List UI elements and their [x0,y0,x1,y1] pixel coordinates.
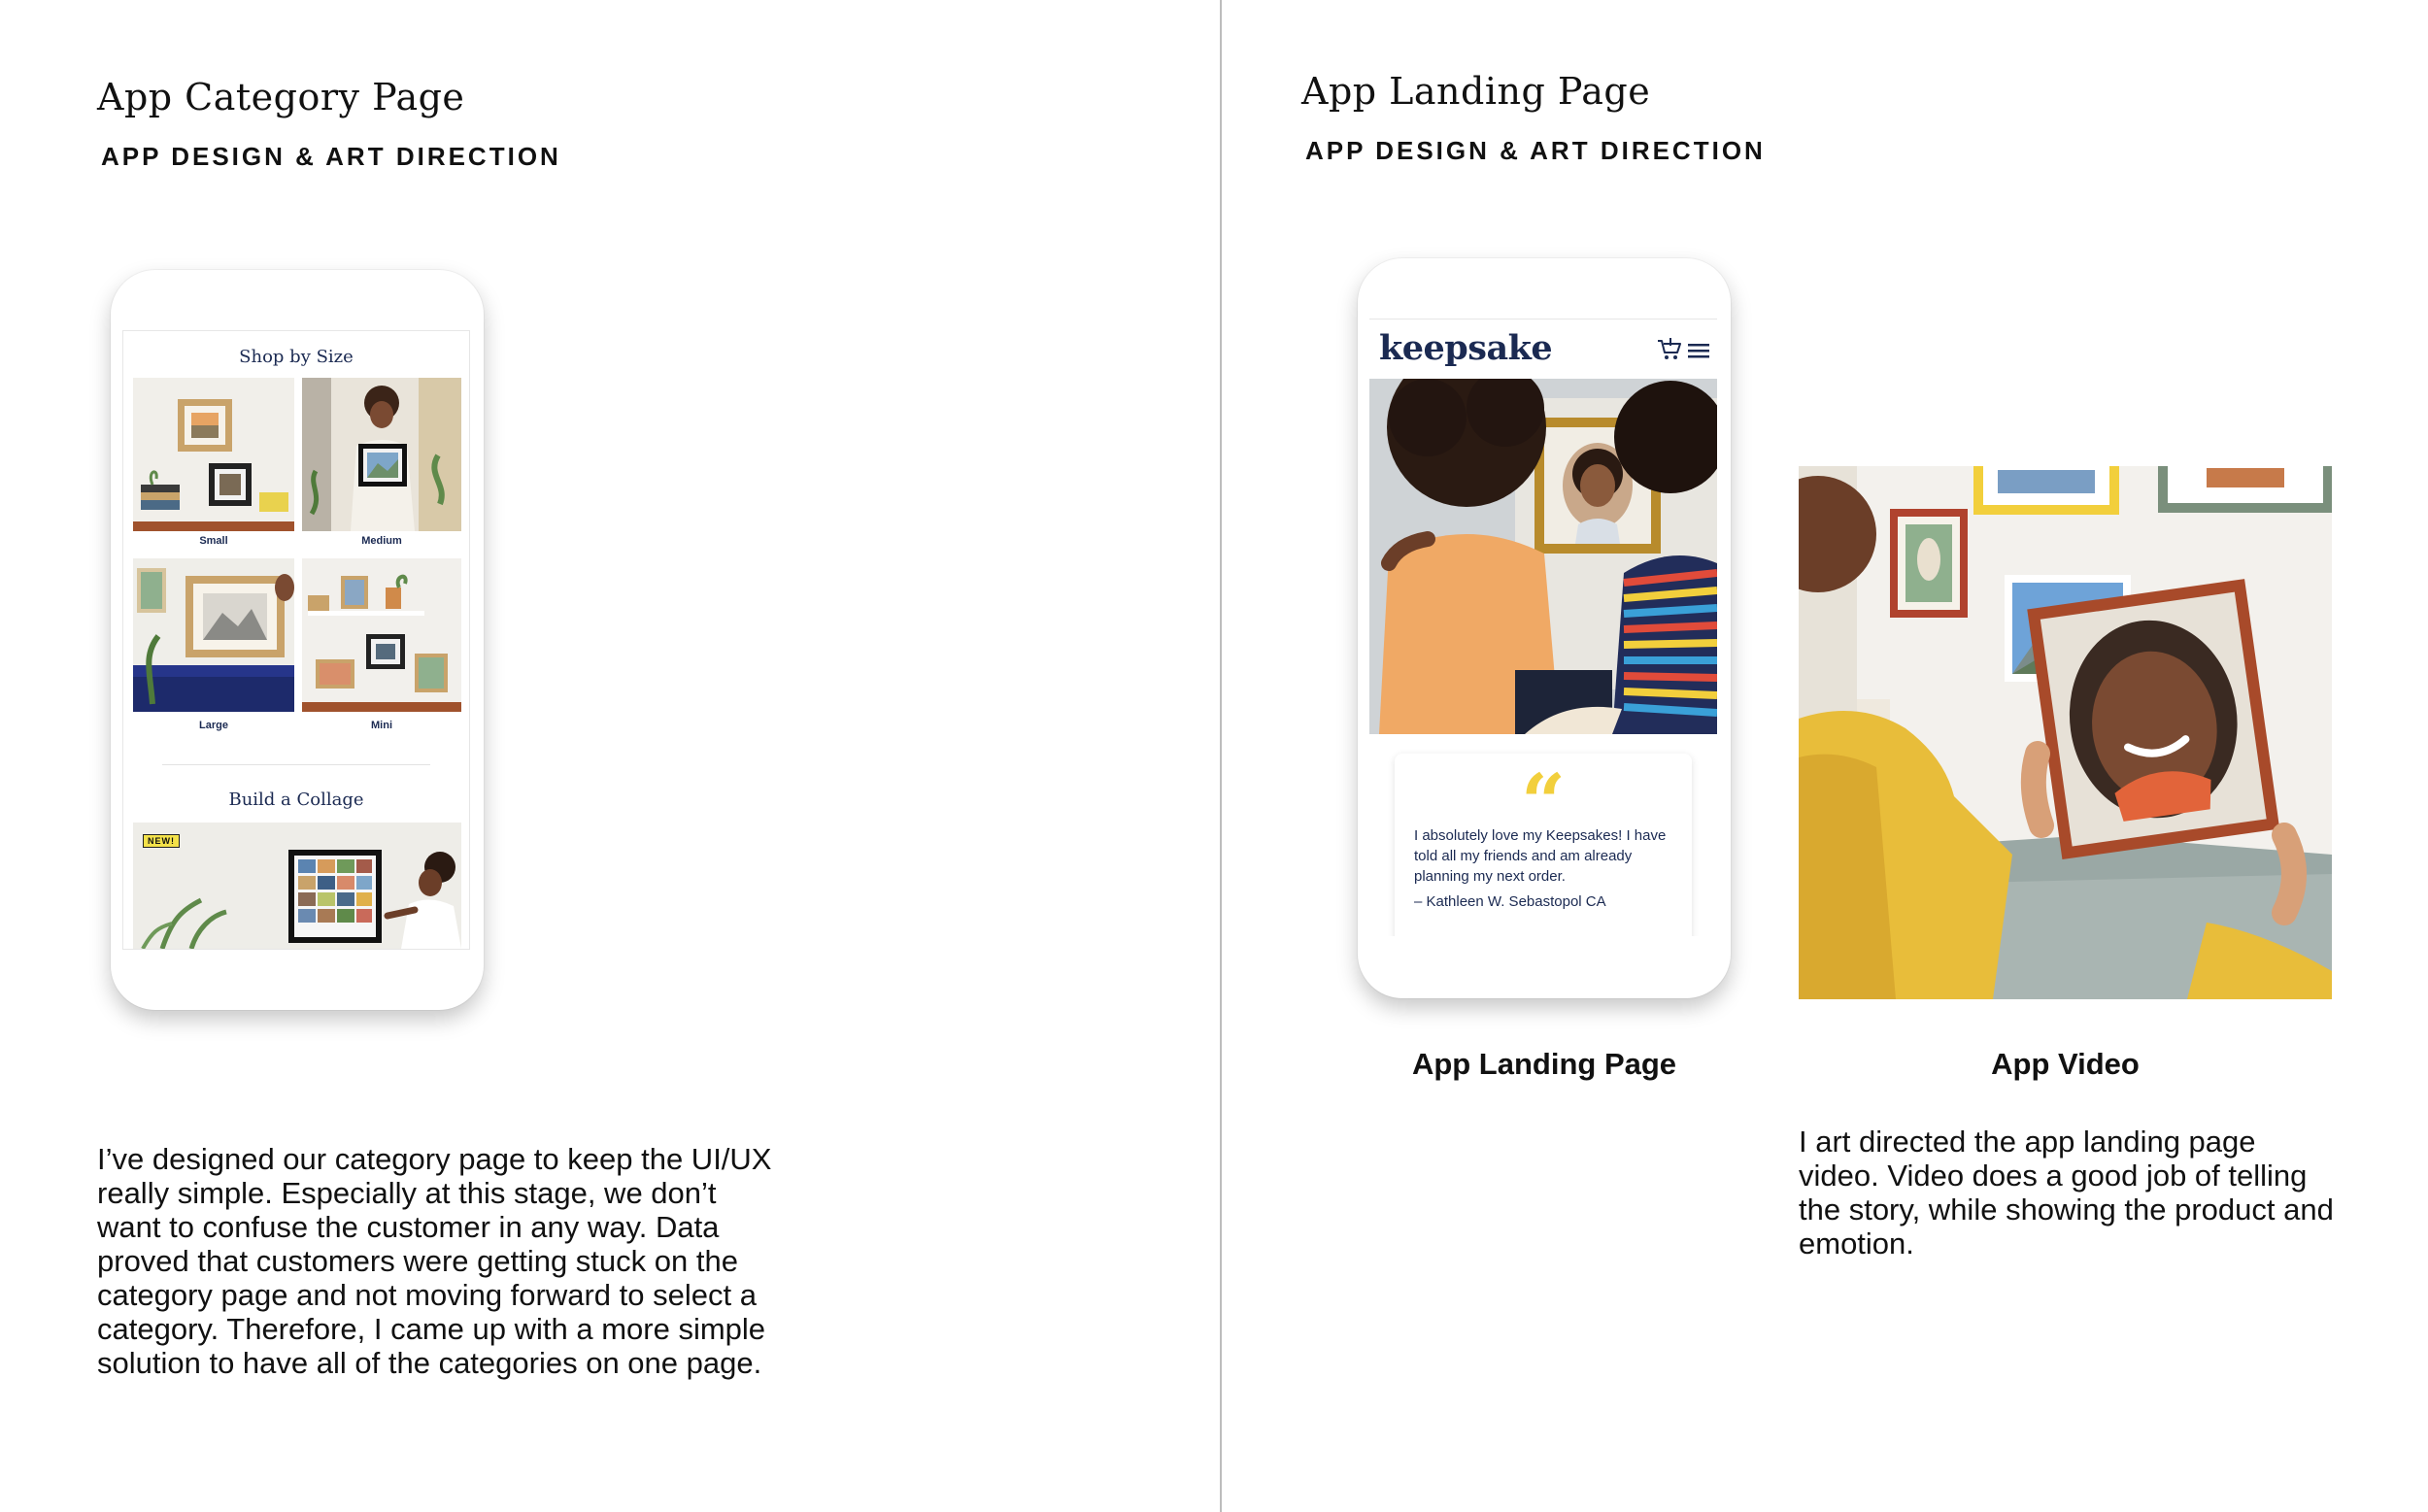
left-description: I’ve designed our category page to keep the UI/UX really simple. Especially at this stage, we don’t want to confuse the customer in any way. Data proved that customers were getting stuck on the category page and not moving forward to select a category. Therefore, I came up with a more simple solution to have all of the categories on one page. [97,1142,772,1380]
category-phone-screen [122,330,470,950]
small-frame-photo [133,378,294,531]
app-video-still[interactable] [1799,466,2332,999]
cart-icon[interactable] [1657,338,1682,361]
video-description: I art directed the app landing page video. Video does a good job of telling the story, while showing the product and emotion. [1799,1125,2334,1260]
shop-by-size-title: Shop by Size [239,347,354,367]
testimonial-author: – Kathleen W. Sebastopol CA [1414,893,1606,910]
medium-frame-photo [302,378,461,531]
size-label-mini: Mini [371,720,392,731]
build-a-collage-title: Build a Collage [228,790,364,810]
size-label-small: Small [199,535,228,547]
right-subtitle: APP DESIGN & ART DIRECTION [1305,136,1766,165]
size-label-large: Large [199,720,228,731]
caption-video: App Video [1991,1047,2140,1081]
menu-icon[interactable] [1688,342,1709,359]
category-phone-mockup [111,270,484,1010]
keepsake-logo[interactable]: keepsake [1379,328,1553,368]
collage-tile[interactable] [133,823,461,949]
quote-mark-icon: “ [1520,756,1566,848]
collage-photo [133,823,461,949]
size-tile-large[interactable] [133,558,294,712]
app-video-thumbnail [1799,466,2332,999]
testimonial-card [1395,754,1692,936]
left-subtitle: APP DESIGN & ART DIRECTION [101,142,561,171]
size-label-medium: Medium [361,535,402,547]
size-tile-medium[interactable] [302,378,461,531]
mini-frame-photo [302,558,461,712]
caption-landing: App Landing Page [1411,1047,1677,1081]
new-badge: NEW! [143,834,180,848]
landing-phone-screen [1369,319,1717,936]
section-divider [162,764,430,765]
large-frame-photo [133,558,294,712]
testimonial-text: I absolutely love my Keepsakes! I have told all my friends and am already planning my next order. [1414,827,1667,885]
right-title: App Landing Page [1301,70,1651,113]
landing-hero-photo [1369,379,1717,734]
page-divider [1220,0,1222,1512]
left-title: App Category Page [97,76,465,118]
size-tile-mini[interactable] [302,558,461,712]
landing-phone-mockup [1358,258,1731,998]
size-tile-small[interactable] [133,378,294,531]
